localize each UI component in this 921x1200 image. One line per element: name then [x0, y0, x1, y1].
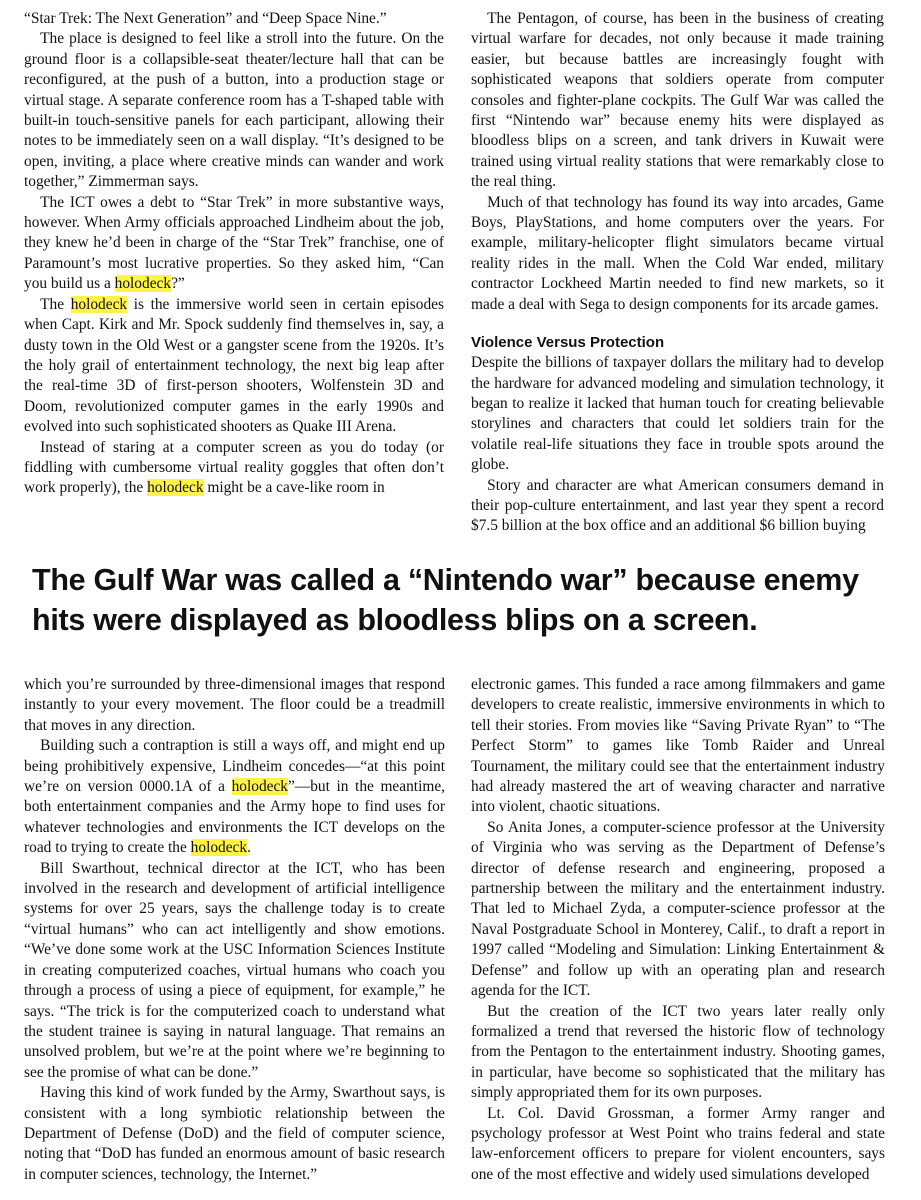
article-column-top-left: [24, 9, 444, 499]
article-column-bottom-left: [24, 675, 445, 1185]
section-subheading: Violence Versus Protection: [471, 334, 665, 352]
paragraph: The Pentagon, of course, has been in the business of creating virtual warfare for decades, not only because it made training easier, but because battles are increasingly fought with sophisticated weapons that soldiers operate from computer consoles and fighter-plane cockpits. The Gulf War was called the first “Nintendo war” because enemy hits were displayed as bloodless blips on a screen, and tank drivers in Kuwait were trained using virtual reality stations that were remarkably close to the real thing.: [471, 10, 884, 191]
paragraph: [24, 438, 444, 499]
text-run: ?”: [171, 275, 185, 293]
pull-quote-line: The Gulf War was called a “Nintendo war” because enemy: [32, 563, 859, 597]
highlighted-term: holodeck: [70, 295, 128, 313]
paragraph: [24, 295, 444, 438]
pull-quote-line: hits were displayed as bloodless blips on a screen.: [32, 603, 758, 637]
text-run: is the immersive world seen in certain episodes when Capt. Kirk and Mr. Spock suddenly find themselves in, say, a dusty town in the Old West or a gangster scene from the 1920s. It’s the holy grail of entertainment technology, the next big leap after the real-time 3D of first-person shooters, Wolfenstein 3D and Doom, revolutionized computer games in the early 1990s and evolved into such sophisticated shooters as Quake III Arena.: [24, 295, 444, 436]
pull-quote: [32, 560, 892, 640]
paragraph: [24, 736, 445, 858]
highlighted-term: holodeck: [190, 839, 248, 857]
paragraph: which you’re surrounded by three-dimensional images that respond instantly to your every movement. The floor could be a treadmill that moves in any direction.: [24, 676, 445, 734]
article-column-top-right: [471, 9, 884, 537]
text-run: might be a cave-like room in: [203, 479, 385, 497]
paragraph: The place is designed to feel like a stroll into the future. On the ground floor is a collapsible-seat theater/lecture hall that can be reconfigured, at the push of a button, into a production stage or virtual stage. A separate conference room has a T-shaped table with built-in touch-sensitive panels for each participant, allowing their notes to be immediately seen on a wall display. “It’s designed to be open, inviting, a place where creative minds can wander and work together,” Zimmerman says.: [24, 30, 444, 191]
paragraph: So Anita Jones, a computer-science professor at the University of Virginia who was serving as the Department of Defense’s director of defense research and engineering, proposed a partnership between the military and the entertainment industry. That led to Michael Zyda, a computer-science professor at the Naval Postgraduate School in Monterey, Calif., to draft a report in 1997 called “Modeling and Simulation: Linking Entertainment & Defense” and follow up with an operating plan and research agenda for the ICT.: [471, 818, 885, 1000]
article-column-bottom-right: [471, 675, 885, 1185]
paragraph: Despite the billions of taxpayer dollars the military had to develop the hardware for advanced modeling and simulation technology, it began to realize it lacked that human touch for creating believable storylines and characters that could let soldiers train for the volatile real-life situations they face in trouble spots around the globe.: [471, 354, 884, 474]
highlighted-term: holodeck: [231, 778, 288, 796]
text-run: The ICT owes a debt to “Star Trek” in more substantive ways, however. When Army officials approached Lindheim about the job, they knew he’d been in charge of the “Star Trek” franchise, one of Paramount’s most lucrative properties. So they asked him, “Can you build us a: [24, 193, 444, 293]
paragraph: electronic games. This funded a race among filmmakers and game developers to create realistic, immersive environments in which to tell their stories. From movies like “Saving Private Ryan” to “The Perfect Storm” to games like Tomb Raider and Unreal Tournament, the military could see that the entertainment industry had already mastered the art of weaving character and narrative into violent, chaotic situations.: [471, 676, 885, 816]
paragraph: Bill Swarthout, technical director at the ICT, who has been involved in the research and development of artificial intelligence systems for over 25 years, says the challenge today is to create “virtual humans” who can act intelligently and show emotions. “We’ve done some work at the USC Information Sciences Institute in creating computerized coaches, virtual humans who coach you through a process of using a piece of equipment, for example,” he says. “The trick is for the computerized coach to understand what the student trainee is saying in natural language. That remains an unsolved problem, but we’re at the point where we’re beginning to see the promise of what can be done.”: [24, 859, 445, 1081]
paragraph: “Star Trek: The Next Generation” and “Deep Space Nine.”: [24, 10, 387, 27]
text-run: ”—but in the meantime, both entertainment companies and the Army hope to find uses for whatever technologies and environments the ICT develops on the road to trying to create the: [24, 778, 445, 857]
text-run: Building such a contraption is still a ways off, and might end up being prohibitively expensive, Lindheim concedes—“at this point we’re on version 0000.1A of a: [24, 737, 445, 796]
highlighted-term: holodeck: [147, 479, 204, 497]
paragraph: [24, 193, 444, 295]
highlighted-term: holodeck: [114, 275, 172, 293]
paragraph: Having this kind of work funded by the Army, Swarthout says, is consistent with a long symbiotic relationship between the Department of Defense (DoD) and the field of computer science, noting that “DoD has funded an enormous amount of basic research in computer sciences, technology, the Internet.”: [24, 1084, 445, 1183]
paragraph: Lt. Col. David Grossman, a former Army ranger and psychology professor at West Point who trains federal and state law-enforcement officers to prepare for violent encounters, says one of the most effective and widely used simulations developed: [471, 1104, 885, 1183]
text-run: The: [40, 295, 71, 313]
paragraph: Story and character are what American consumers demand in their pop-culture entertainment, and last year they spent a record $7.5 billion at the box office and an additional $6 billion buying: [471, 476, 884, 535]
paragraph: Much of that technology has found its way into arcades, Game Boys, PlayStations, and home computers over the years. For example, military-helicopter flight simulators became virtual reality rides in the mall. When the Cold War ended, military contractor Lockheed Martin needed to find new markets, so it made a deal with Sega to design components for its arcade games.: [471, 193, 884, 313]
paragraph: But the creation of the ICT two years later really only formalized a trend that reversed the historic flow of technology from the Pentagon to the entertainment industry. Shooting games, in particular, have become so sophisticated that the military has simply appropriated them for its own purposes.: [471, 1002, 885, 1102]
text-run: .: [247, 839, 251, 857]
text-run: Instead of staring at a computer screen as you do today (or fiddling with cumbersome virtual reality goggles that often don’t work properly), the: [24, 438, 444, 497]
